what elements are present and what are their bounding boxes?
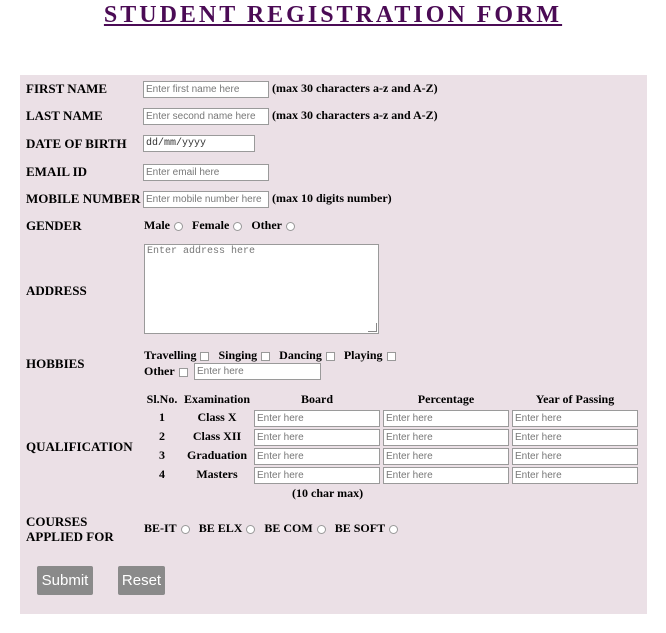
gender-male-radio[interactable] bbox=[174, 222, 183, 231]
cell-placeholder: Enter here bbox=[257, 451, 304, 462]
hobby-singing-label: Singing bbox=[218, 348, 258, 362]
percentage-input[interactable] bbox=[383, 448, 509, 465]
submit-button[interactable]: Submit bbox=[37, 566, 93, 595]
hobby-other-input[interactable] bbox=[194, 363, 321, 380]
gender-other-label: Other bbox=[251, 218, 282, 232]
reset-button[interactable]: Reset bbox=[118, 566, 165, 595]
course-beit-radio[interactable] bbox=[181, 525, 190, 534]
hobby-travelling-checkbox[interactable] bbox=[200, 352, 209, 361]
course-besoft-label: BE SOFT bbox=[334, 521, 386, 535]
mobile-input[interactable] bbox=[143, 191, 269, 208]
hobby-dancing-checkbox[interactable] bbox=[326, 352, 335, 361]
gender-female-radio[interactable] bbox=[233, 222, 242, 231]
qualification-note: (10 char max) bbox=[292, 486, 364, 500]
last-name-note: (max 30 characters a-z and A-Z) bbox=[272, 108, 438, 122]
hobbies-label: HOBBIES bbox=[26, 356, 85, 371]
board-input[interactable] bbox=[254, 429, 380, 446]
dob-value: dd/mm/yyyy bbox=[146, 138, 207, 149]
last-name-label: LAST NAME bbox=[26, 108, 103, 123]
year-input[interactable] bbox=[512, 429, 638, 446]
row-examination: Class XII bbox=[192, 429, 242, 443]
address-textarea[interactable] bbox=[144, 244, 379, 334]
hobby-dancing-label: Dancing bbox=[279, 348, 322, 362]
address-placeholder: Enter address here bbox=[147, 246, 256, 257]
cell-placeholder: Enter here bbox=[515, 451, 562, 462]
course-beit-label: BE-IT bbox=[144, 521, 177, 535]
last-name-placeholder: Enter second name here bbox=[146, 111, 256, 122]
row-examination: Graduation bbox=[186, 448, 247, 462]
gender-female-label: Female bbox=[192, 218, 230, 232]
mobile-placeholder: Enter mobile number here bbox=[146, 194, 262, 205]
cell-placeholder: Enter here bbox=[515, 470, 562, 481]
year-input[interactable] bbox=[512, 467, 638, 484]
row-examination: Masters bbox=[196, 467, 238, 481]
cell-placeholder: Enter here bbox=[386, 470, 433, 481]
col-header-examination: Examination bbox=[183, 392, 250, 406]
col-header-board: Board bbox=[300, 392, 333, 406]
hobby-playing-label: Playing bbox=[343, 348, 383, 362]
col-header-percentage: Percentage bbox=[417, 392, 475, 406]
page-title: STUDENT REGISTRATION FORM bbox=[103, 2, 563, 28]
year-input[interactable] bbox=[512, 410, 638, 427]
col-header-year: Year of Passing bbox=[535, 392, 615, 406]
cell-placeholder: Enter here bbox=[257, 470, 304, 481]
last-name-input[interactable] bbox=[143, 108, 269, 125]
dob-label: DATE OF BIRTH bbox=[26, 136, 127, 151]
email-input[interactable] bbox=[143, 164, 269, 181]
first-name-label: FIRST NAME bbox=[26, 81, 108, 96]
gender-label: GENDER bbox=[26, 218, 82, 233]
courses-label-line1: COURSES bbox=[26, 514, 88, 529]
gender-other-radio[interactable] bbox=[286, 222, 295, 231]
hobbies-options bbox=[144, 348, 402, 363]
first-name-placeholder: Enter first name here bbox=[146, 84, 240, 95]
first-name-input[interactable] bbox=[143, 81, 269, 98]
board-input[interactable] bbox=[254, 410, 380, 427]
hobby-other-label: Other bbox=[144, 364, 175, 378]
address-label: ADDRESS bbox=[26, 283, 87, 298]
email-placeholder: Enter email here bbox=[146, 167, 220, 178]
percentage-input[interactable] bbox=[383, 429, 509, 446]
row-slno: 4 bbox=[159, 467, 165, 481]
email-label: EMAIL ID bbox=[26, 164, 88, 179]
board-input[interactable] bbox=[254, 448, 380, 465]
row-examination: Class X bbox=[197, 410, 237, 424]
row-slno: 3 bbox=[159, 448, 165, 462]
cell-placeholder: Enter here bbox=[257, 413, 304, 424]
hobby-singing-checkbox[interactable] bbox=[261, 352, 270, 361]
gender-options bbox=[144, 218, 301, 233]
course-becom-radio[interactable] bbox=[317, 525, 326, 534]
cell-placeholder: Enter here bbox=[386, 451, 433, 462]
row-slno: 1 bbox=[159, 410, 165, 424]
hobby-other bbox=[144, 364, 194, 379]
course-beelx-label: BE ELX bbox=[198, 521, 243, 535]
resize-grip-icon[interactable] bbox=[368, 323, 377, 332]
cell-placeholder: Enter here bbox=[515, 413, 562, 424]
course-besoft-radio[interactable] bbox=[389, 525, 398, 534]
hobby-other-checkbox[interactable] bbox=[179, 368, 188, 377]
registration-form bbox=[20, 75, 647, 614]
percentage-input[interactable] bbox=[383, 410, 509, 427]
board-input[interactable] bbox=[254, 467, 380, 484]
qualification-label: QUALIFICATION bbox=[26, 439, 133, 454]
gender-male-label: Male bbox=[144, 218, 170, 232]
row-slno: 2 bbox=[159, 429, 165, 443]
courses-label-line2: APPLIED FOR bbox=[26, 529, 114, 544]
course-beelx-radio[interactable] bbox=[246, 525, 255, 534]
course-becom-label: BE COM bbox=[264, 521, 313, 535]
hobby-playing-checkbox[interactable] bbox=[387, 352, 396, 361]
cell-placeholder: Enter here bbox=[386, 432, 433, 443]
hobby-travelling-label: Travelling bbox=[144, 348, 197, 362]
cell-placeholder: Enter here bbox=[386, 413, 433, 424]
mobile-label: MOBILE NUMBER bbox=[26, 191, 141, 206]
col-header-slno: Sl.No. bbox=[146, 392, 178, 406]
mobile-note: (max 10 digits number) bbox=[272, 191, 392, 205]
hobby-other-placeholder: Enter here bbox=[197, 366, 244, 377]
year-input[interactable] bbox=[512, 448, 638, 465]
first-name-note: (max 30 characters a-z and A-Z) bbox=[272, 81, 438, 95]
dob-input[interactable] bbox=[143, 135, 255, 152]
cell-placeholder: Enter here bbox=[515, 432, 562, 443]
courses-options bbox=[144, 521, 404, 536]
cell-placeholder: Enter here bbox=[257, 432, 304, 443]
percentage-input[interactable] bbox=[383, 467, 509, 484]
